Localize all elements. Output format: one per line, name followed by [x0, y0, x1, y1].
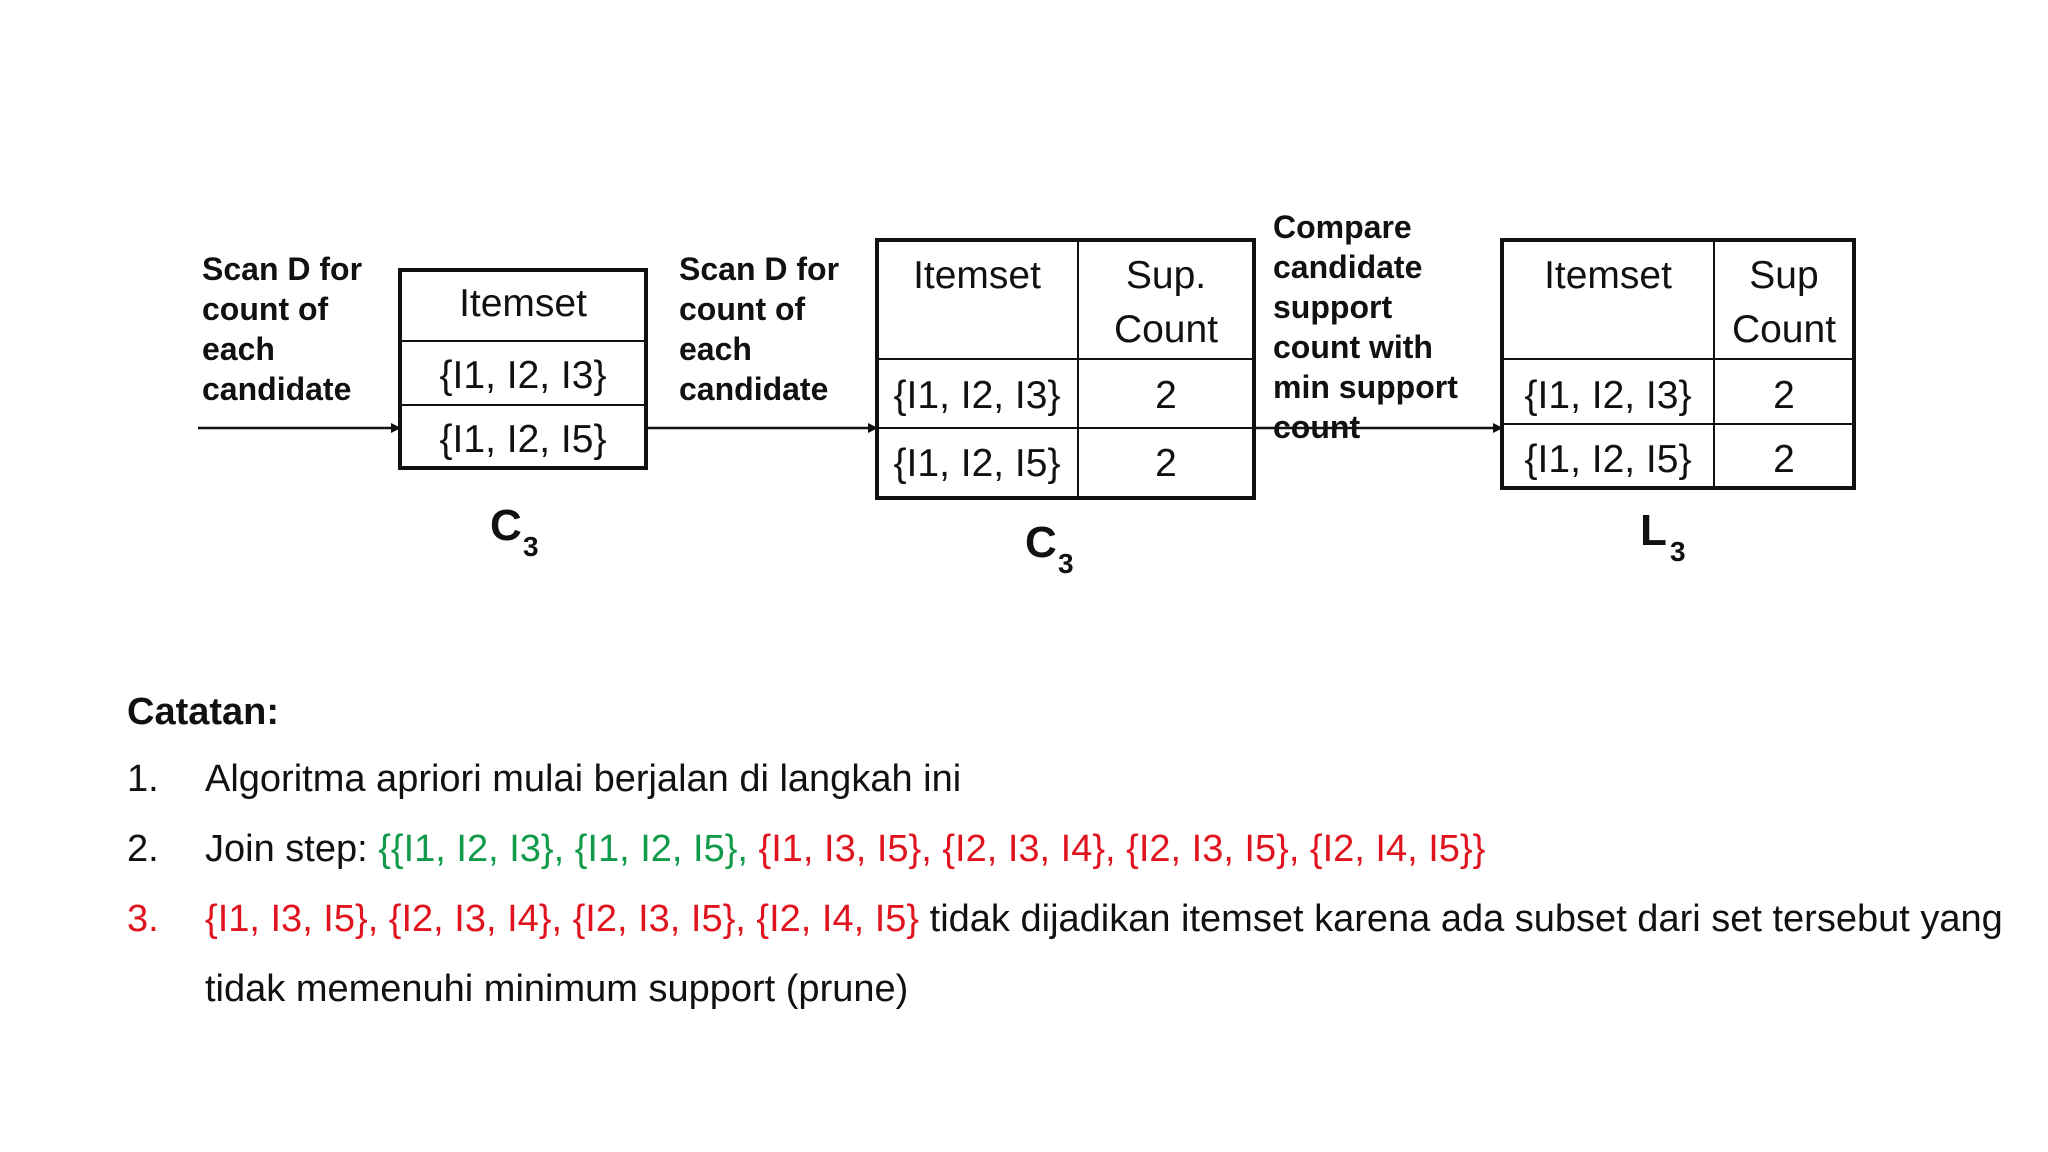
step1-label-line: count of [202, 291, 329, 327]
table1-caption [490, 501, 539, 562]
table2-header-sup: Sup. [1125, 254, 1207, 297]
table3-header-count: Count [1731, 308, 1837, 351]
note-joined-frequent-sets: {{I1, I2, I3}, {I1, I2, I5}, [378, 828, 748, 870]
notes-list [127, 744, 2007, 1024]
table1-subscript: 3 [523, 531, 539, 562]
note-item-2 [127, 814, 2007, 884]
step1-label [202, 251, 362, 407]
table3-name: L [1640, 506, 1667, 555]
note-number: 2. [127, 828, 159, 870]
step2-label [679, 251, 839, 407]
table1-row-itemset: {I1, I2, I5} [439, 418, 607, 461]
note-item-1 [127, 744, 2007, 814]
note-joined-pruned-sets: {I1, I3, I5}, {I2, I3, I4}, {I2, I3, I5}, {I2, I4, I5}} [747, 828, 1486, 870]
step2-label-line: each [679, 331, 752, 367]
step3-label-line: count with [1273, 329, 1433, 365]
table2-header-count: Count [1113, 308, 1219, 351]
step2-label-line: count of [679, 291, 806, 327]
step3-label-line: Compare [1273, 209, 1412, 245]
notes-title: Catatan: [127, 691, 280, 733]
table3-row-itemset: {I1, I2, I3} [1524, 374, 1692, 417]
table2-row-count: 2 [1155, 442, 1177, 485]
table1-name: C [490, 501, 522, 550]
table2-subscript: 3 [1058, 548, 1074, 579]
note-prefix: Join step: [205, 828, 379, 870]
table-l3-frequent [1502, 240, 1854, 488]
note-number: 1. [127, 758, 159, 800]
step1-label-line: each [202, 331, 275, 367]
table2-row-itemset: {I1, I2, I5} [893, 442, 1061, 485]
note-item-3 [127, 884, 2007, 1024]
table3-row-count: 2 [1773, 374, 1795, 417]
note-text: Algoritma apriori mulai berjalan di langkah ini [205, 758, 962, 800]
table2-header-itemset: Itemset [913, 254, 1041, 297]
table3-header-itemset: Itemset [1544, 254, 1672, 297]
table1-row-itemset: {I1, I2, I3} [439, 354, 607, 397]
step2-label-line: Scan D for [679, 251, 840, 287]
table2-row-itemset: {I1, I2, I3} [893, 374, 1061, 417]
step3-label-line: count [1273, 409, 1361, 445]
step3-label-line: candidate [1273, 249, 1423, 285]
step3-label-line: min support [1273, 369, 1458, 405]
step3-label-line: support [1273, 289, 1393, 325]
step3-label [1273, 209, 1458, 445]
step1-label-line: Scan D for [202, 251, 363, 287]
note-pruned-sets: {I1, I3, I5}, {I2, I3, I4}, {I2, I3, I5}, {I2, I4, I5} [205, 898, 920, 940]
note-text: tidak dijadikan itemset karena ada subset dari set tersebut yang tidak memenuhi minimum support (prune) [205, 898, 2003, 1010]
step2-label-line: candidate [679, 371, 829, 407]
table2-caption [1025, 518, 1074, 579]
table2-name: C [1025, 518, 1057, 567]
table-c3-candidates [400, 270, 646, 468]
notes-section [127, 680, 2007, 1024]
table3-caption [1640, 506, 1686, 567]
table3-row-count: 2 [1773, 438, 1795, 481]
table2-row-count: 2 [1155, 374, 1177, 417]
table-c3-support [877, 240, 1254, 498]
note-number: 3. [127, 898, 159, 940]
table1-header-itemset: Itemset [459, 282, 587, 325]
step1-label-line: candidate [202, 371, 352, 407]
table3-row-itemset: {I1, I2, I5} [1524, 438, 1692, 481]
table3-header-sup: Sup [1749, 254, 1819, 297]
table3-subscript: 3 [1670, 536, 1686, 567]
